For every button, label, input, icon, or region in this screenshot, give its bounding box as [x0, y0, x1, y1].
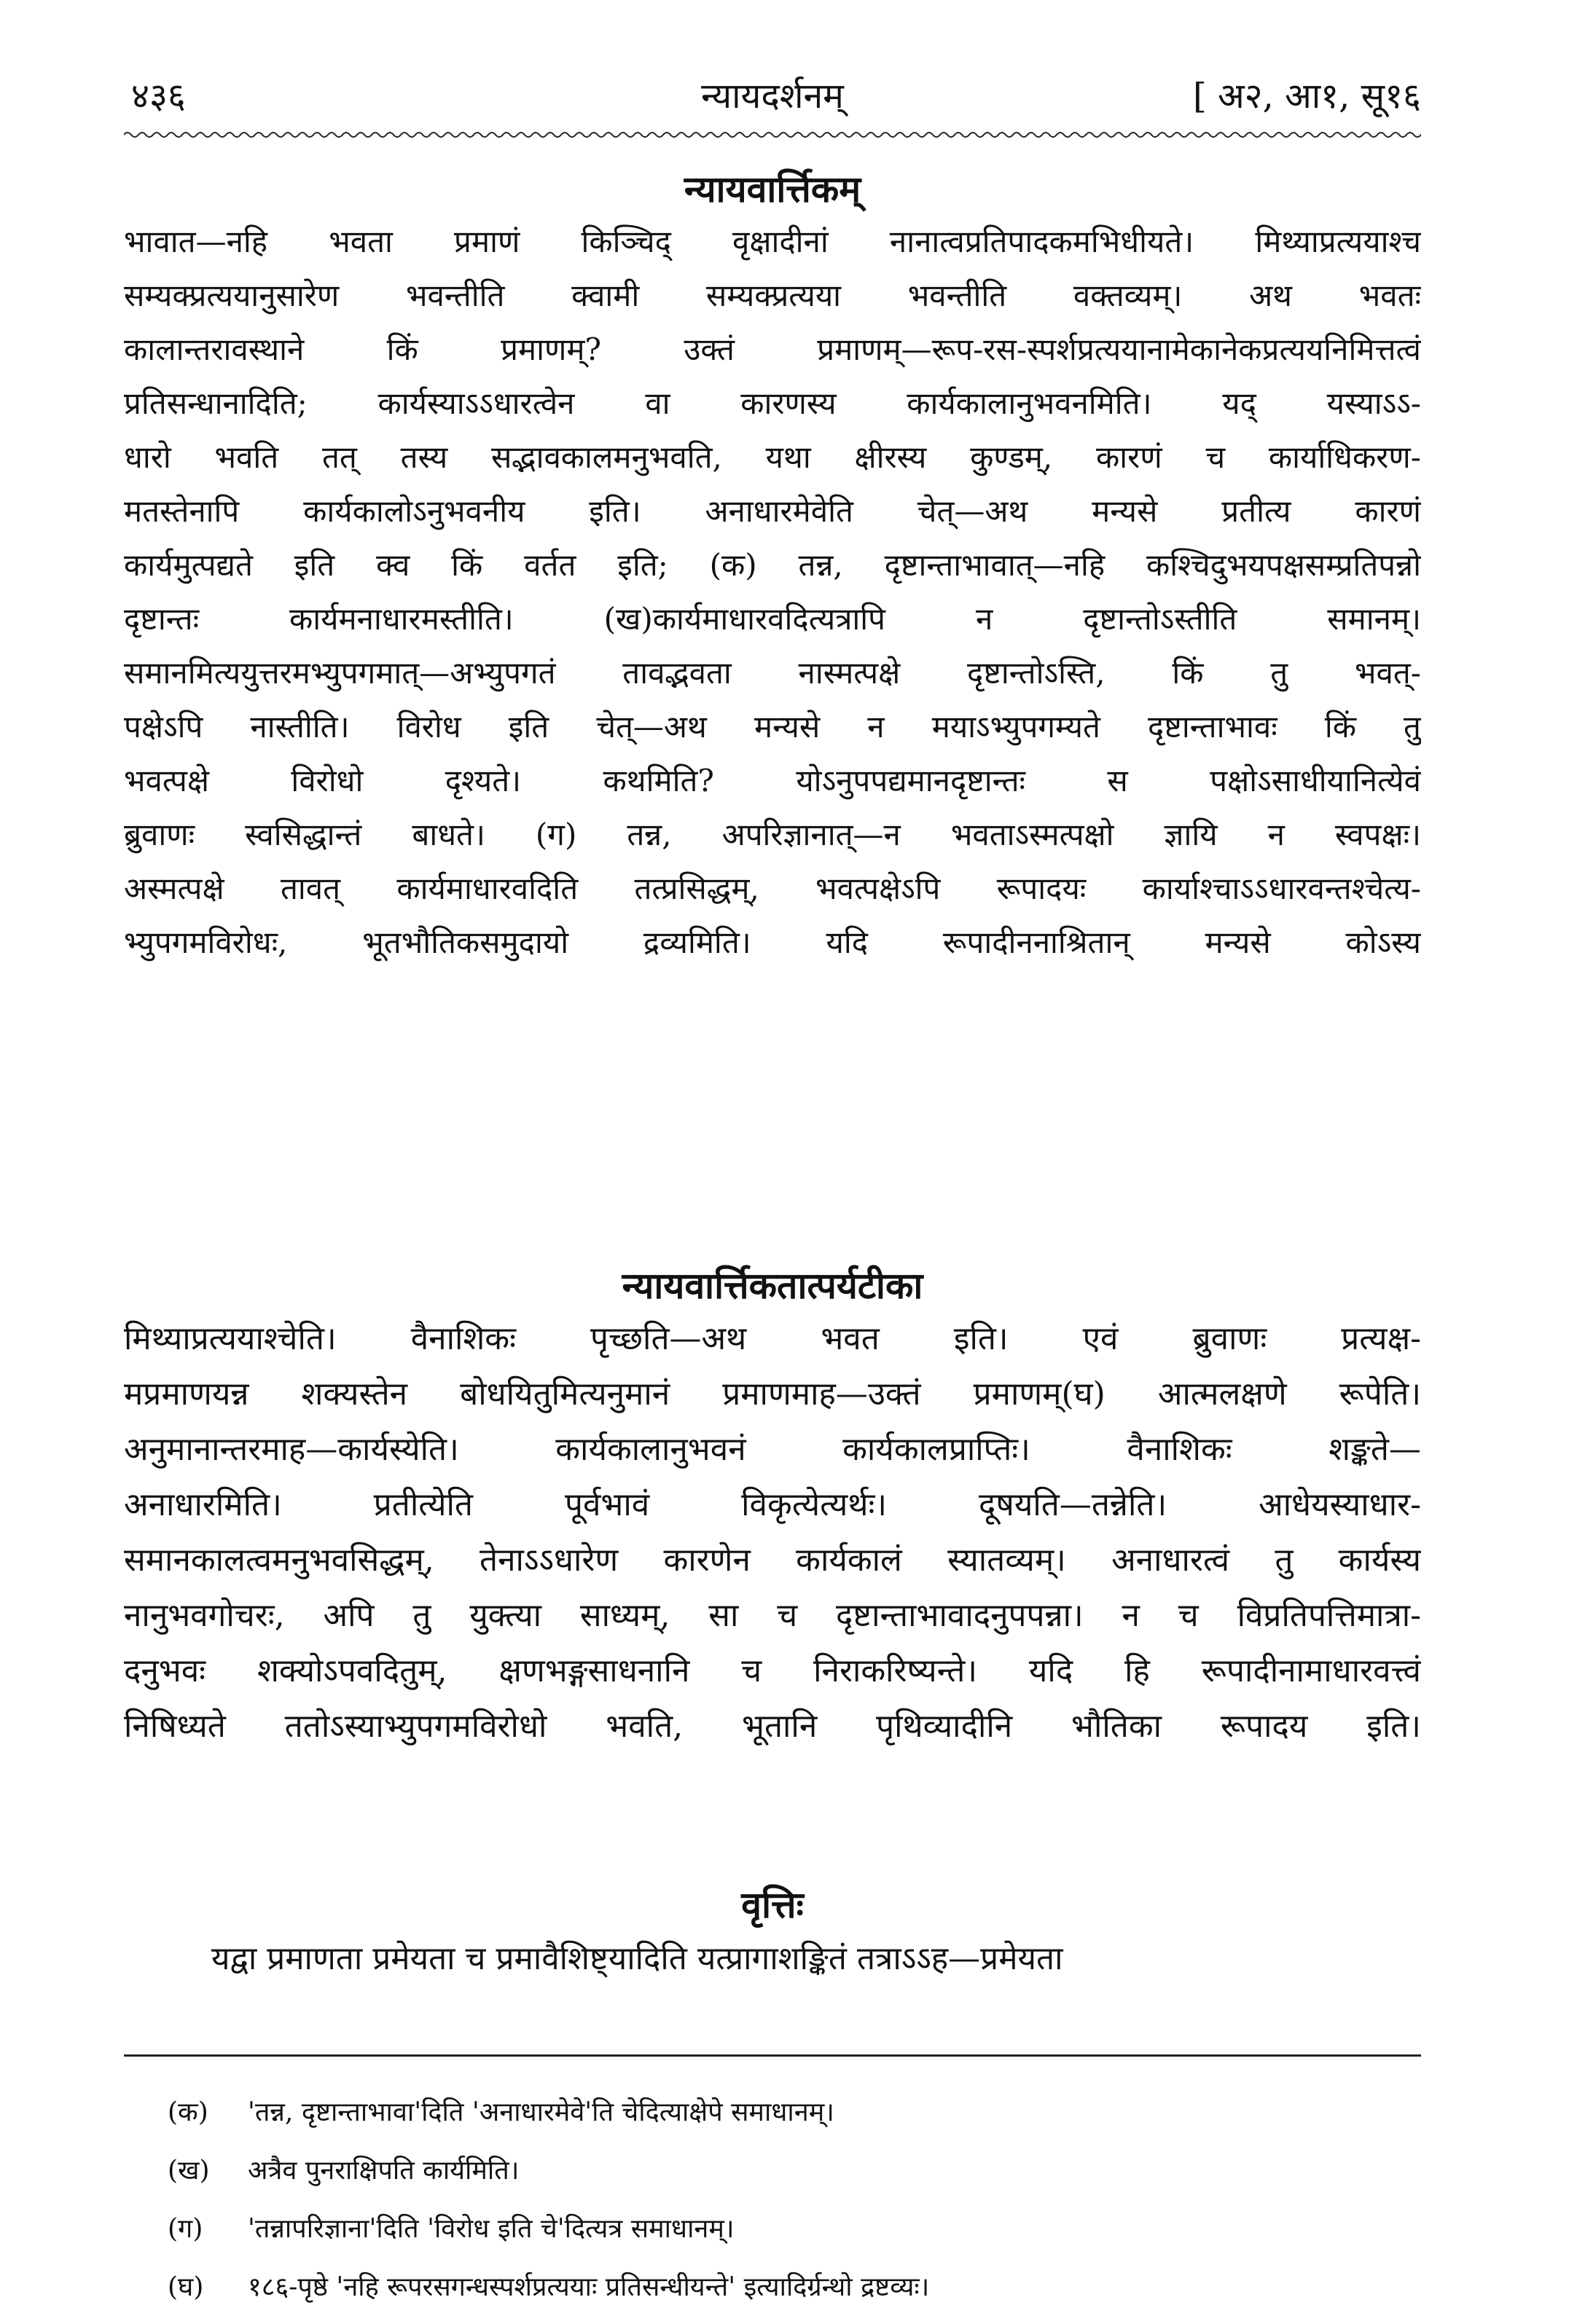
text-line: अनाधारमिति। प्रतीत्येति पूर्वभावं विकृत्येत्यर्थः। दूषयति—तन्नेति। आधेयस्याधार- [124, 1486, 1421, 1523]
footnote-text: 'तन्नापरिज्ञाना'दिति 'विरोध इति चे'दित्यत्र समाधानम्। [248, 2214, 735, 2244]
footnote-text: अत्रैव पुनराक्षिपति कार्यमिति। [248, 2156, 520, 2186]
footnotes [168, 2084, 1406, 2317]
text-line: ब्रुवाणः स्वसिद्धान्तं बाधते। (ग) तन्न, अपरिज्ञानात्—न भवताऽस्मत्पक्षो ज्ञायि न स्वपक्षः। [124, 817, 1421, 852]
running-header [124, 66, 1421, 131]
header-wavy-rule [124, 130, 1421, 140]
footnote-mark: (क) [168, 2097, 208, 2127]
text-line: मिथ्याप्रत्ययाश्चेति। वैनाशिकः पृच्छति—अथ भवत इति। एवं ब्रुवाणः प्रत्यक्ष- [124, 1320, 1421, 1357]
text-line: धारो भवति तत् तस्य सद्भावकालमनुभवति, यथा क्षीरस्य कुण्डम्, कारणं च कार्याधिकरण- [124, 439, 1421, 475]
text-line: निषिध्यते ततोऽस्याभ्युपगमविरोधो भवति, भूतानि पृथिव्यादीनि भौतिका रूपादय इति। [124, 1708, 1421, 1745]
section-body [124, 215, 1421, 970]
text-line: समानकालत्वमनुभवसिद्धम्, तेनाऽऽधारेण कारणेन कार्यकालं स्यातव्यम्। अनाधारत्वं तु कार्यस्य [124, 1542, 1421, 1579]
book-page [124, 66, 1421, 2302]
text-line: दनुभवः शक्योऽपवदितुम्, क्षणभङ्गसाधनानि च निराकरिष्यन्ते। यदि हि रूपादीनामाधारवत्त्वं [124, 1652, 1421, 1689]
footnote-item [168, 2258, 1406, 2317]
footnote-item [168, 2084, 1406, 2142]
text-line: समानमित्ययुत्तरमभ्युपगमात्—अभ्युपगतं तावद्भवता नास्मत्पक्षे दृष्टान्तोऽस्ति, किं तु भवत्- [124, 655, 1421, 691]
footnote-mark: (ख) [168, 2156, 210, 2186]
text-line: कार्यमुत्पद्यते इति क्व किं वर्तत इति; (क) तन्न, दृष्टान्ताभावात्—नहि कश्चिदुभयपक्षसम्प्रतिपन्नो [124, 547, 1421, 583]
footnote-text: १८६-पृष्ठे 'नहि रूपरसगन्धस्पर्शप्रत्ययाः प्रतिसन्धीयन्ते' इत्यादिर्ग्रन्थो द्रष्टव्यः। [248, 2272, 930, 2302]
page-number: ४३६ [131, 76, 186, 117]
text-line: मतस्तेनापि कार्यकालोऽनुभवनीय इति। अनाधारमेवेति चेत्—अथ मन्यसे प्रतीत्य कारणं [124, 493, 1421, 529]
footnote-item [168, 2200, 1406, 2258]
footnote-mark: (ग) [168, 2214, 203, 2244]
text-line: यद्वा प्रमाणता प्रमेयता च प्रमावैशिष्ट्यादिति यत्प्रागाशङ्कितं तत्राऽऽह—प्रमेयता [211, 1940, 1063, 1977]
text-line: प्रतिसन्धानादिति; कार्यस्याऽऽधारत्वेन वा कारणस्य कार्यकालानुभवनमिति। यद् यस्याऽऽ- [124, 385, 1421, 421]
text-line: भ्युपगमविरोधः, भूतभौतिकसमुदायो द्रव्यमिति। यदि रूपादीननाश्रितान् मन्यसे कोऽस्य [124, 925, 1421, 960]
footnote-text: 'तन्न, दृष्टान्ताभावा'दिति 'अनाधारमेवे'ति चेदित्याक्षेपे समाधानम्। [248, 2097, 834, 2127]
text-line: सम्यक्प्रत्ययानुसारेण भवन्तीति क्वामी सम्यक्प्रत्यया भवन्तीति वक्तव्यम्। अथ भवतः [124, 278, 1421, 313]
text-line: भावात—नहि भवता प्रमाणं किञ्चिद् वृक्षादीनां नानात्वप्रतिपादकमभिधीयते। मिथ्याप्रत्ययाश्च [124, 224, 1421, 259]
text-line: पक्षेऽपि नास्तीति। विरोध इति चेत्—अथ मन्यसे न मयाऽभ्युपगम्यते दृष्टान्ताभावः किं तु [124, 709, 1421, 745]
section-title: वृत्तिः [741, 1883, 804, 1926]
section-nyayavarttika [124, 164, 1421, 970]
section-body [124, 1311, 1421, 1754]
footnote-divider [124, 2054, 1421, 2057]
section-vritti [124, 1880, 1421, 1987]
chapter-reference: [ अ२, आ१, सू१६ [1192, 76, 1421, 117]
text-line: कालान्तरावस्थाने किं प्रमाणम्? उक्तं प्रमाणम्—रूप-रस-स्पर्शप्रत्ययानामेकानेकप्रत्ययनिमित्तत्वं [124, 331, 1421, 367]
text-line: मप्रमाणयन्न शक्यस्तेन बोधयितुमित्यनुमानं प्रमाणमाह—उक्तं प्रमाणम्(घ) आत्मलक्षणे रूपेति। [124, 1375, 1421, 1413]
text-line: दृष्टान्तः कार्यमनाधारमस्तीति। (ख)कार्यमाधारवदित्यत्रापि न दृष्टान्तोऽस्तीति समानम्। [124, 601, 1421, 637]
footnote-mark: (घ) [168, 2272, 204, 2302]
section-body [124, 1931, 1421, 1987]
section-title: न्यायवार्त्तिकम् [684, 168, 861, 211]
text-line: अनुमानान्तरमाह—कार्यस्येति। कार्यकालानुभवनं कार्यकालप्राप्तिः। वैनाशिकः शङ्कते— [124, 1431, 1421, 1468]
text-line: भवत्पक्षे विरोधो दृश्यते। कथमिति? योऽनुपपद्यमानदृष्टान्तः स पक्षोऽसाधीयानित्येवं [124, 763, 1421, 798]
section-title: न्यायवार्त्तिकतात्पर्यटीका [622, 1264, 923, 1307]
text-line: अस्मत्पक्षे तावत् कार्यमाधारवदिति तत्प्रसिद्धम्, भवत्पक्षेऽपि रूपादयः कार्याश्चाऽऽधारवन्तश्चेत्य- [124, 871, 1421, 906]
footnote-item [168, 2142, 1406, 2200]
section-tatparyatika [124, 1260, 1421, 1754]
book-title: न्यायदर्शनम् [701, 76, 844, 117]
text-line: नानुभवगोचरः, अपि तु युक्त्या साध्यम्, सा च दृष्टान्ताभावादनुपपन्ना। न च विप्रतिपत्तिमात्रा- [124, 1597, 1421, 1634]
